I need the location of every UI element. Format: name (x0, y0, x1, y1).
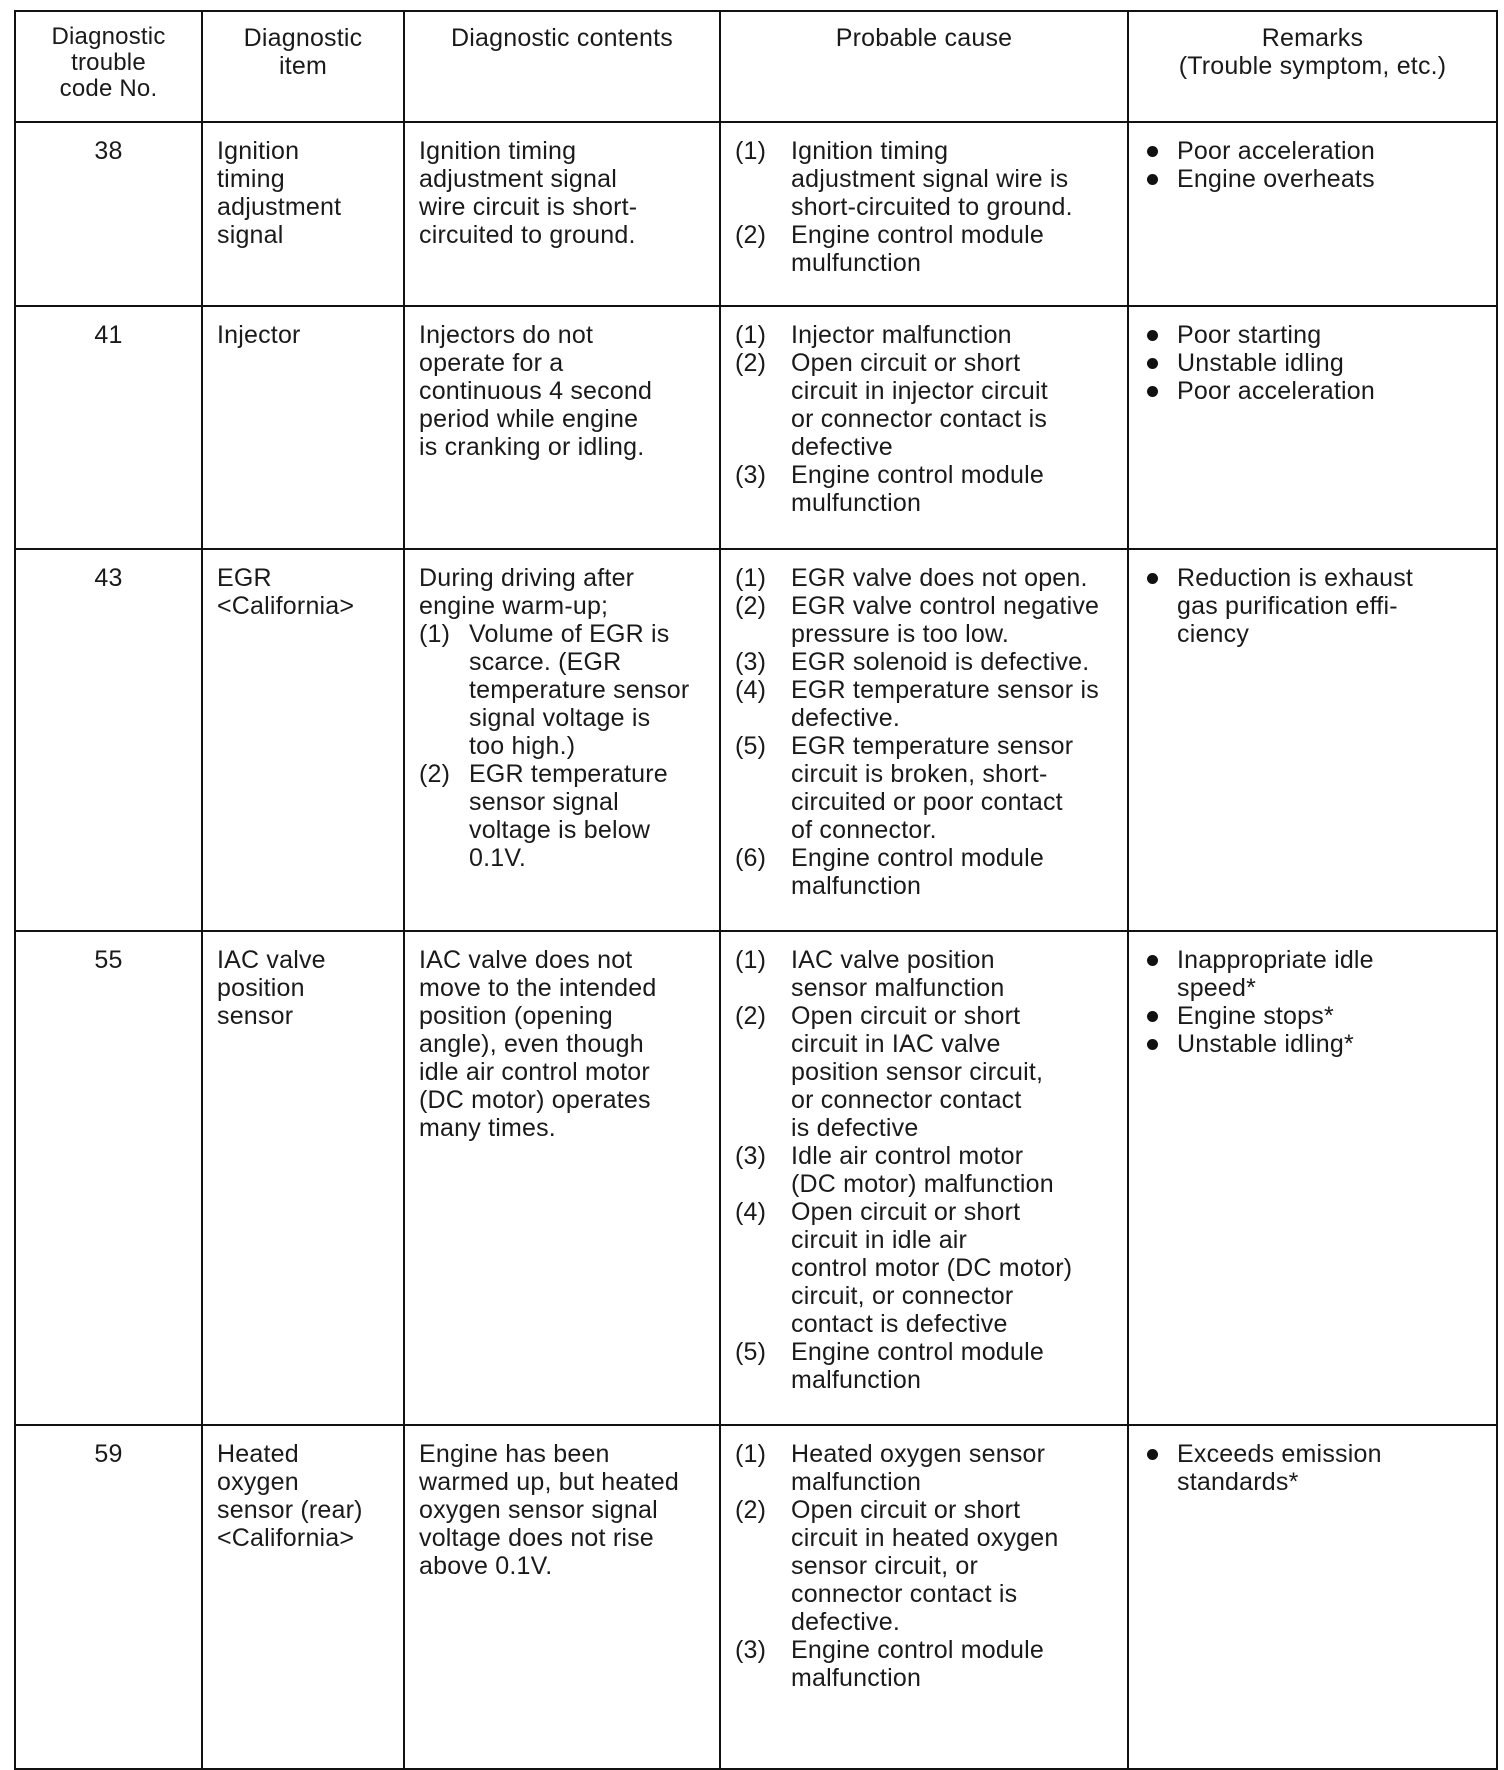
cause-line: (DC motor) malfunction (791, 1170, 1054, 1198)
contents-line: wire circuit is short- (419, 193, 638, 221)
cause-line: Heated oxygen sensor (791, 1440, 1046, 1468)
header-diagnostic-item (202, 11, 404, 122)
item-line: EGR (217, 564, 272, 592)
item-line: Ignition (217, 137, 300, 165)
header-diagnostic-contents (404, 11, 720, 122)
cell-contents (404, 1425, 720, 1769)
cause-text (791, 592, 1119, 648)
cause-text (791, 1198, 1119, 1338)
contents-line: Engine has been (419, 1440, 610, 1468)
table-row-code-41 (15, 306, 1497, 549)
cause-line: sensor malfunction (791, 974, 1005, 1002)
cause-line: Open circuit or short (791, 349, 1021, 377)
remark-line: speed* (1177, 974, 1257, 1002)
cause-line: Open circuit or short (791, 1496, 1021, 1524)
cell-probable-cause (720, 122, 1128, 306)
cause-line: adjustment signal wire is (791, 165, 1069, 193)
cause-text (791, 676, 1119, 732)
cause-item (735, 349, 1119, 461)
contents-sub-line: 0.1V. (469, 844, 527, 872)
bullet-icon (1143, 1030, 1177, 1058)
cause-line: sensor circuit, or (791, 1552, 978, 1580)
cause-number: (2) (735, 592, 767, 620)
contents-sub-line: voltage is below (469, 816, 651, 844)
cause-line: circuit in heated oxygen (791, 1524, 1059, 1552)
item-line: sensor (217, 1002, 294, 1030)
cell-contents (404, 549, 720, 931)
table-row-code-59 (15, 1425, 1497, 1769)
cause-line: EGR temperature sensor (791, 732, 1074, 760)
remark-item (1143, 1440, 1488, 1496)
remarks-list (1143, 321, 1488, 405)
item-line: IAC valve (217, 946, 326, 974)
contents-line: operate for a (419, 349, 564, 377)
cause-text (791, 321, 1119, 349)
item-line: Injector (217, 321, 301, 349)
cause-number: (3) (735, 1636, 767, 1664)
cell-item (202, 931, 404, 1425)
cause-item (735, 564, 1119, 592)
contents-line: is cranking or idling. (419, 433, 645, 461)
cause-item (735, 676, 1119, 732)
cause-list (735, 564, 1119, 900)
code-number: 43 (94, 564, 123, 592)
contents-line: Ignition timing (419, 137, 577, 165)
cause-number: (3) (735, 1142, 767, 1170)
remark-item (1143, 349, 1488, 377)
cause-item (735, 946, 1119, 1002)
table-row-code-43 (15, 549, 1497, 931)
remark-item (1143, 321, 1488, 349)
contents-sub-line: signal voltage is (469, 704, 651, 732)
cause-item (735, 1338, 1119, 1394)
cell-code (15, 122, 202, 306)
contents-line: During driving after (419, 564, 635, 592)
cause-number: (5) (735, 732, 767, 760)
cell-probable-cause (720, 549, 1128, 931)
remark-item (1143, 564, 1488, 648)
contents-sub-line: sensor signal (469, 788, 619, 816)
cause-line: malfunction (791, 1366, 922, 1394)
cause-line: Open circuit or short (791, 1198, 1021, 1226)
cause-line: circuit in IAC valve (791, 1030, 1001, 1058)
cell-probable-cause (720, 1425, 1128, 1769)
remarks-list (1143, 137, 1488, 193)
header-code-line: Diagnostic (51, 23, 166, 50)
cell-item (202, 122, 404, 306)
cause-number: (2) (735, 1496, 767, 1524)
contents-sub-line: temperature sensor (469, 676, 690, 704)
contents-sub-line: scarce. (EGR (469, 648, 622, 676)
header-item-line: item (278, 52, 328, 80)
cause-item (735, 648, 1119, 676)
cause-number: (5) (735, 1338, 767, 1366)
cell-item (202, 306, 404, 549)
remarks-list (1143, 946, 1488, 1058)
header-probable-cause (720, 11, 1128, 122)
cause-text (791, 844, 1119, 900)
item-line: signal (217, 221, 284, 249)
cause-line: circuit, or connector (791, 1282, 1014, 1310)
header-cause-line: Probable cause (835, 24, 1013, 52)
cause-list (735, 321, 1119, 517)
bullet-icon (1143, 564, 1177, 648)
remark-item (1143, 1002, 1488, 1030)
header-remarks (1128, 11, 1497, 122)
contents-line: IAC valve does not (419, 946, 633, 974)
cause-item (735, 1496, 1119, 1636)
cause-list (735, 1440, 1119, 1692)
contents-sub-line: too high.) (469, 732, 576, 760)
cause-line: EGR valve control negative (791, 592, 1100, 620)
remark-line: ciency (1177, 620, 1250, 648)
remark-line: Unstable idling* (1177, 1030, 1354, 1058)
cause-text (791, 732, 1119, 844)
cause-text (791, 1636, 1119, 1692)
contents-line: voltage does not rise (419, 1524, 654, 1552)
cause-text (791, 1338, 1119, 1394)
cell-probable-cause (720, 306, 1128, 549)
cause-line: short-circuited to ground. (791, 193, 1073, 221)
diagnostic-code-table-page (14, 10, 1496, 1692)
contents-sub-item (419, 620, 709, 760)
cause-line: position sensor circuit, (791, 1058, 1044, 1086)
bullet-icon (1143, 321, 1177, 349)
remark-text: Poor acceleration (1177, 377, 1375, 405)
cause-item (735, 321, 1119, 349)
bullet-icon (1143, 137, 1177, 165)
header-contents-line: Diagnostic contents (451, 24, 673, 52)
code-number: 59 (94, 1440, 123, 1468)
cause-text (791, 1142, 1119, 1198)
item-line: sensor (rear) (217, 1496, 363, 1524)
contents-line: above 0.1V. (419, 1552, 553, 1580)
cell-remarks (1128, 549, 1497, 931)
cause-line: connector contact is (791, 1580, 1018, 1608)
bullet-icon (1143, 946, 1177, 1002)
cause-number: (1) (735, 564, 767, 592)
cause-line: circuit in idle air (791, 1226, 968, 1254)
cause-number: (2) (735, 221, 767, 249)
cause-item (735, 1440, 1119, 1496)
contents-line: continuous 4 second (419, 377, 653, 405)
diagnostic-trouble-code-table (14, 10, 1498, 1770)
cause-number: (3) (735, 648, 767, 676)
cause-line: circuit is broken, short- (791, 760, 1048, 788)
cause-number: (2) (735, 1002, 767, 1030)
remark-line: Exceeds emission (1177, 1440, 1382, 1468)
remark-text: Unstable idling (1177, 349, 1344, 377)
contents-line: adjustment signal (419, 165, 617, 193)
cause-list (735, 946, 1119, 1394)
remark-line: Engine stops* (1177, 1002, 1334, 1030)
remark-text (1177, 1002, 1488, 1030)
cause-line: malfunction (791, 1468, 922, 1496)
cause-line: Injector malfunction (791, 321, 1012, 349)
cell-probable-cause (720, 931, 1128, 1425)
contents-sub-list (419, 620, 709, 872)
cause-line: Engine control module (791, 221, 1044, 249)
cause-line: or connector contact (791, 1086, 1022, 1114)
cause-line: Engine control module (791, 844, 1044, 872)
cause-item (735, 592, 1119, 648)
code-number: 38 (94, 137, 123, 165)
cause-number: (1) (735, 946, 767, 974)
cell-contents (404, 122, 720, 306)
remark-text (1177, 946, 1488, 1002)
cause-line: EGR solenoid is defective. (791, 648, 1090, 676)
header-item-line: Diagnostic (243, 24, 363, 52)
cause-line: defective (791, 433, 893, 461)
header-remarks-line: Remarks (1261, 24, 1364, 52)
cause-line: circuited or poor contact (791, 788, 1063, 816)
cause-text (791, 461, 1119, 517)
cause-item (735, 732, 1119, 844)
item-line: adjustment (217, 193, 342, 221)
bullet-icon (1143, 349, 1177, 377)
cause-text (791, 1440, 1119, 1496)
cell-item (202, 549, 404, 931)
cause-line: contact is defective (791, 1310, 1008, 1338)
table-row-code-38 (15, 122, 1497, 306)
bullet-icon (1143, 1002, 1177, 1030)
cause-text (791, 1496, 1119, 1636)
cause-line: Open circuit or short (791, 1002, 1021, 1030)
remark-text: Poor acceleration (1177, 137, 1375, 165)
contents-sub-line: Volume of EGR is (469, 620, 670, 648)
contents-line: idle air control motor (419, 1058, 650, 1086)
remark-line: Inappropriate idle (1177, 946, 1374, 974)
cause-text (791, 564, 1119, 592)
cause-line: mulfunction (791, 249, 922, 277)
item-line: timing (217, 165, 285, 193)
cause-number: (4) (735, 1198, 767, 1226)
cause-item (735, 1142, 1119, 1198)
remark-text (1177, 1030, 1488, 1058)
cause-item (735, 1198, 1119, 1338)
contents-line: move to the intended (419, 974, 657, 1002)
cause-line: or connector contact is (791, 405, 1048, 433)
cause-line: malfunction (791, 872, 922, 900)
cause-line: pressure is too low. (791, 620, 1009, 648)
contents-sub-number: (2) (419, 760, 451, 788)
cause-line: mulfunction (791, 489, 922, 517)
cause-text (791, 349, 1119, 461)
remark-text: Poor starting (1177, 321, 1322, 349)
cell-remarks (1128, 122, 1497, 306)
cause-item (735, 1636, 1119, 1692)
cause-line: defective. (791, 704, 901, 732)
cause-line: malfunction (791, 1664, 922, 1692)
bullet-icon (1143, 165, 1177, 193)
cause-number: (1) (735, 321, 767, 349)
contents-sub-text (469, 760, 709, 872)
item-line: Heated (217, 1440, 299, 1468)
cell-code (15, 306, 202, 549)
cause-line: circuit in injector circuit (791, 377, 1048, 405)
remark-item (1143, 1030, 1488, 1058)
cause-line: control motor (DC motor) (791, 1254, 1073, 1282)
remark-item (1143, 137, 1488, 165)
contents-sub-number: (1) (419, 620, 451, 648)
code-number: 55 (94, 946, 123, 974)
cause-line: EGR valve does not open. (791, 564, 1088, 592)
contents-line: oxygen sensor signal (419, 1496, 658, 1524)
code-number: 41 (94, 321, 123, 349)
contents-line: circuited to ground. (419, 221, 636, 249)
cause-text (791, 137, 1119, 221)
cause-item (735, 221, 1119, 277)
contents-sub-text (469, 620, 709, 760)
cause-line: Engine control module (791, 1338, 1044, 1366)
header-code-number (15, 11, 202, 122)
contents-line: (DC motor) operates (419, 1086, 651, 1114)
remark-text: Engine overheats (1177, 165, 1375, 193)
contents-line: Injectors do not (419, 321, 594, 349)
item-line: <California> (217, 592, 355, 620)
cause-line: of connector. (791, 816, 937, 844)
contents-line: engine warm-up; (419, 592, 609, 620)
cause-text (791, 221, 1119, 277)
cell-remarks (1128, 931, 1497, 1425)
cause-item (735, 1002, 1119, 1142)
remark-item (1143, 377, 1488, 405)
bullet-icon (1143, 1440, 1177, 1496)
cell-code (15, 1425, 202, 1769)
contents-line: angle), even though (419, 1030, 644, 1058)
cause-text (791, 946, 1119, 1002)
remark-text (1177, 564, 1488, 648)
contents-sub-item (419, 760, 709, 872)
cell-remarks (1128, 306, 1497, 549)
remark-line: standards* (1177, 1468, 1299, 1496)
contents-sub-line: EGR temperature (469, 760, 668, 788)
cause-item (735, 461, 1119, 517)
cause-line: EGR temperature sensor is (791, 676, 1099, 704)
cell-remarks (1128, 1425, 1497, 1769)
cell-code (15, 549, 202, 931)
remark-line: Reduction is exhaust (1177, 564, 1414, 592)
header-code-line: code No. (59, 75, 158, 102)
cause-number: (2) (735, 349, 767, 377)
remark-text (1177, 1440, 1488, 1496)
table-header-row (15, 11, 1497, 122)
cause-number: (4) (735, 676, 767, 704)
table-row-code-55 (15, 931, 1497, 1425)
remarks-list (1143, 564, 1488, 648)
remark-item (1143, 946, 1488, 1002)
contents-line: period while engine (419, 405, 639, 433)
contents-line: many times. (419, 1114, 556, 1142)
cause-line: Ignition timing (791, 137, 949, 165)
contents-line: warmed up, but heated (419, 1468, 679, 1496)
cause-line: defective. (791, 1608, 901, 1636)
cause-list (735, 137, 1119, 277)
cause-line: IAC valve position (791, 946, 995, 974)
cause-line: Engine control module (791, 1636, 1044, 1664)
remarks-list (1143, 1440, 1488, 1496)
header-remarks-line: (Trouble symptom, etc.) (1178, 52, 1447, 80)
cause-item (735, 137, 1119, 221)
remark-item (1143, 165, 1488, 193)
cell-item (202, 1425, 404, 1769)
bullet-icon (1143, 377, 1177, 405)
cause-text (791, 648, 1119, 676)
cause-text (791, 1002, 1119, 1142)
cause-number: (6) (735, 844, 767, 872)
cause-line: is defective (791, 1114, 919, 1142)
cell-contents (404, 306, 720, 549)
cause-line: Engine control module (791, 461, 1044, 489)
item-line: <California> (217, 1524, 355, 1552)
item-line: position (217, 974, 305, 1002)
cause-number: (1) (735, 1440, 767, 1468)
remark-line: gas purification effi- (1177, 592, 1398, 620)
cause-number: (1) (735, 137, 767, 165)
item-line: oxygen (217, 1468, 299, 1496)
cell-contents (404, 931, 720, 1425)
cause-line: Idle air control motor (791, 1142, 1024, 1170)
cell-code (15, 931, 202, 1425)
header-code-line: trouble (71, 49, 146, 76)
cause-item (735, 844, 1119, 900)
cause-number: (3) (735, 461, 767, 489)
contents-line: position (opening (419, 1002, 613, 1030)
